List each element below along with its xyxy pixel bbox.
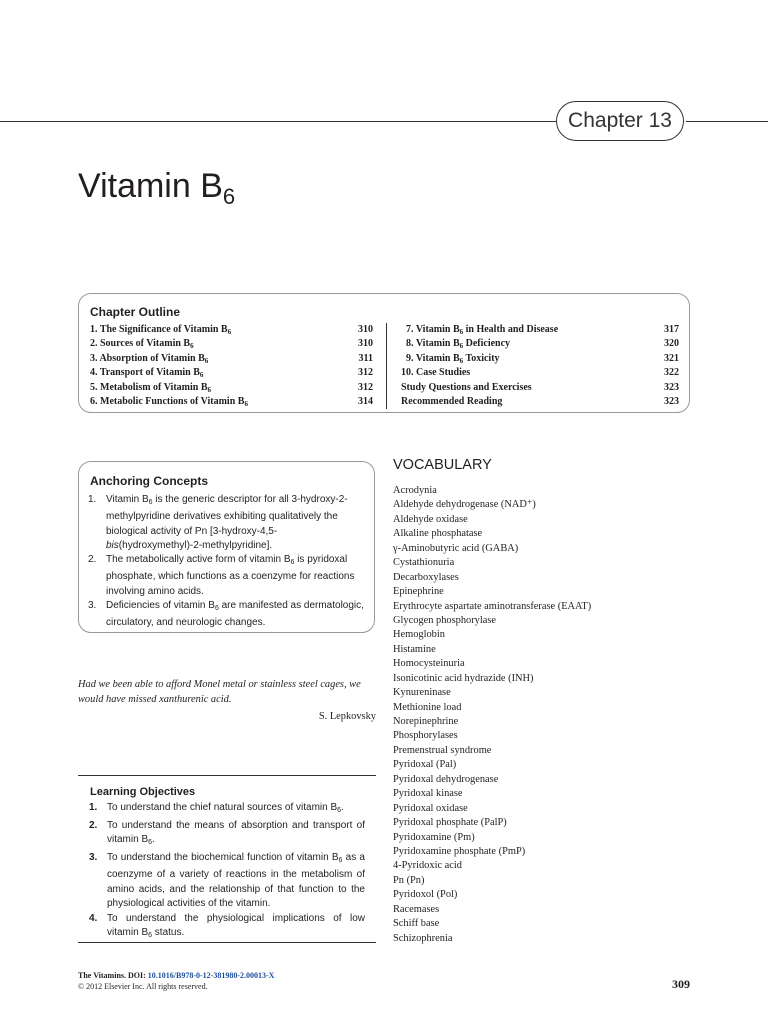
- outline-column-right: [401, 323, 679, 409]
- anchoring-text-part: are manifested as dermatologic, circulatory, and neurologic changes.: [106, 600, 364, 629]
- outline-item-subscript: 6: [204, 356, 209, 365]
- vocabulary-term: Pyridoxamine (Pm): [393, 831, 475, 843]
- anchoring-text-part: is the generic descriptor for all 3-hydroxy-2-methylpyridine derivatives exhibiting qualitatively the biological activity of Pn [3-hydroxy-4,5-: [106, 494, 348, 537]
- vocabulary-term: Epinephrine: [393, 586, 444, 598]
- outline-item-label: [401, 337, 510, 351]
- anchoring-item-text: [106, 493, 370, 553]
- vocabulary-term: Glycogen phosphorylase: [393, 614, 497, 626]
- anchoring-item-number: 2.: [88, 554, 97, 566]
- outline-item-page: 323: [664, 395, 679, 407]
- vocabulary-term: Pyridoxal oxidase: [393, 802, 468, 814]
- anchoring-text-part: Vitamin B: [106, 494, 149, 505]
- anchoring-item: [88, 599, 370, 631]
- outline-item-text: 1. The Significance of Vitamin B: [90, 324, 228, 335]
- objective-subscript: 6: [338, 856, 343, 864]
- outline-item: [90, 381, 373, 395]
- vocabulary-term: Hemoglobin: [393, 629, 445, 641]
- outline-item-text: 7. Vitamin B: [401, 324, 460, 335]
- chapter-label: Chapter 13: [556, 101, 684, 141]
- outline-item-subscript: 6: [190, 342, 194, 351]
- chapter-rule-left: [0, 121, 556, 122]
- anchoring-italic: bis: [106, 539, 119, 551]
- anchoring-item-number: 1.: [88, 494, 97, 505]
- objective-text-part: status.: [152, 927, 185, 938]
- vocabulary-term: γ-Aminobutyric acid (GABA): [393, 542, 519, 554]
- anchoring-text-part: The metabolically active form of vitamin B: [106, 554, 291, 566]
- outline-item-text: 3. Absorption of Vitamin B: [90, 352, 205, 364]
- page-footer: [78, 970, 274, 992]
- anchoring-subscript: 6: [148, 499, 153, 506]
- outline-item: [401, 323, 679, 337]
- outline-item: [401, 337, 679, 351]
- vocabulary-term: Norepinephrine: [393, 716, 459, 727]
- outline-item-label: [401, 395, 502, 409]
- anchoring-text-part: Deficiencies of vitamin B: [106, 600, 215, 612]
- vocabulary-term: 4-Pyridoxic acid: [393, 860, 462, 872]
- anchoring-item-number: 3.: [88, 600, 97, 612]
- vocabulary-term: Phosphorylases: [393, 730, 458, 742]
- outline-item: [90, 352, 373, 366]
- objective-text-part: To understand the means of absorption and transport of vitamin B: [107, 819, 365, 845]
- objective-text-part: To understand the chief natural sources of vitamin B: [107, 802, 338, 813]
- outline-item: [401, 366, 679, 380]
- objective-subscript: 6: [337, 807, 342, 814]
- outline-item-label: [401, 366, 470, 380]
- objective-text: [107, 819, 365, 851]
- vocabulary-term: Racemases: [393, 903, 440, 915]
- outline-item-page: 317: [664, 324, 679, 335]
- outline-item-page: 320: [664, 338, 679, 350]
- vocabulary-term: Alkaline phosphatase: [393, 528, 483, 540]
- outline-item-page: 310: [358, 338, 373, 350]
- outline-item-label: [90, 352, 208, 366]
- vocabulary-term: Pyridoxamine phosphate (PmP): [393, 845, 526, 857]
- objective-number: 2.: [89, 819, 98, 831]
- objective-text: [107, 851, 365, 912]
- outline-item: [90, 366, 373, 380]
- outline-item-label: [401, 381, 532, 395]
- objectives-list: [89, 801, 365, 944]
- title-subscript: 6: [222, 184, 236, 209]
- outline-item: [90, 337, 373, 351]
- outline-item-page: 323: [664, 381, 679, 393]
- objective-item: [89, 912, 365, 944]
- outline-item-text: 9. Vitamin B: [401, 352, 460, 364]
- vocabulary-term: Aldehyde dehydrogenase (NAD⁺): [393, 499, 536, 511]
- objective-text-part: To understand the physiological implications of low vitamin B: [107, 912, 365, 938]
- outline-item-label: [90, 323, 231, 337]
- outline-item-page: 322: [664, 367, 679, 379]
- copyright: © 2012 Elsevier Inc. All rights reserved.: [78, 982, 208, 991]
- vocabulary-term: Acrodynia: [393, 485, 437, 496]
- outline-item: [90, 323, 373, 337]
- objective-text-part: To understand the biochemical function of vitamin B: [107, 851, 339, 863]
- vocabulary-term: Pyridoxol (Pol): [393, 889, 458, 901]
- objective-number: 3.: [89, 851, 98, 863]
- outline-item-subscript: 6: [459, 356, 464, 365]
- outline-item-text-end: in Health and Disease: [463, 324, 559, 335]
- outline-item-text: 2. Sources of Vitamin B: [90, 338, 191, 350]
- objective-item: [89, 851, 365, 912]
- vocabulary-term: Histamine: [393, 643, 436, 655]
- vocabulary-term: Decarboxylases: [393, 571, 459, 583]
- vocabulary-term: Isonicotinic acid hydrazide (INH): [393, 672, 534, 684]
- vocabulary-term: Pn (Pn): [393, 874, 425, 886]
- vocabulary-term: Homocysteinuria: [393, 658, 465, 670]
- outline-divider: [386, 323, 387, 409]
- vocabulary-term: Pyridoxal dehydrogenase: [393, 773, 499, 785]
- outline-item-label: [90, 395, 248, 409]
- outline-item-subscript: 6: [244, 399, 248, 408]
- outline-item-subscript: 6: [207, 385, 211, 394]
- outline-item: [401, 381, 679, 395]
- outline-item-text: 8. Vitamin B: [401, 338, 460, 350]
- outline-item-label: [401, 323, 558, 337]
- objective-number: 1.: [89, 802, 98, 813]
- anchoring-item: [88, 553, 370, 599]
- page-number: 309: [672, 977, 690, 991]
- outline-column-left: [90, 323, 373, 409]
- outline-item-label: [90, 381, 211, 395]
- anchoring-subscript: 6: [290, 559, 295, 567]
- outline-item-text-end: Deficiency: [463, 338, 511, 350]
- vocabulary-term: Aldehyde oxidase: [393, 513, 468, 525]
- vocabulary-title: VOCABULARY: [393, 457, 492, 473]
- doi-link[interactable]: 10.1016/B978-0-12-381980-2.00013-X: [147, 971, 275, 980]
- anchoring-text-part: (hydroxymethyl)-2-methylpyridine].: [118, 539, 273, 551]
- outline-item-subscript: 6: [459, 328, 464, 336]
- objective-text: [107, 801, 365, 819]
- anchoring-list: [88, 493, 370, 631]
- epigraph-quote: Had we been able to afford Monel metal or stainless steel cages, we would have missed xanthurenic acid.: [78, 679, 361, 705]
- objective-item: [89, 819, 365, 851]
- vocabulary-term: Pyridoxal kinase: [393, 788, 463, 800]
- vocabulary-term: Pyridoxal phosphate (PalP): [393, 817, 507, 829]
- page-title: [78, 167, 235, 210]
- objectives-rule-top: [78, 775, 376, 776]
- vocabulary-term: Cystathionuria: [393, 557, 455, 569]
- outline-item-text: 10. Case Studies: [401, 367, 471, 379]
- outline-item-subscript: 6: [459, 342, 464, 351]
- outline-item-subscript: 6: [227, 328, 232, 336]
- objective-item: [89, 801, 365, 819]
- anchoring-text-part: is pyridoxal phosphate, which functions as a coenzyme for reactions involving amino acids.: [106, 554, 355, 597]
- vocabulary-term: Schizophrenia: [393, 932, 453, 944]
- epigraph-author: S. Lepkovsky: [318, 711, 376, 722]
- anchoring-subscript: 6: [214, 605, 219, 613]
- chapter-outline: [78, 293, 690, 413]
- anchoring-title: Anchoring Concepts: [90, 474, 209, 488]
- outline-item-text: 4. Transport of Vitamin B: [90, 367, 200, 379]
- outline-item-page: 312: [358, 381, 373, 393]
- outline-item: [401, 352, 679, 366]
- vocabulary-term: Premenstrual syndrome: [393, 744, 492, 756]
- objective-subscript: 6: [148, 932, 153, 939]
- outline-item-page: 310: [358, 324, 373, 335]
- outline-item-subscript: 6: [199, 371, 204, 380]
- doi-label: The Vitamins. DOI:: [78, 971, 148, 980]
- outline-item-page: 321: [664, 352, 679, 364]
- title-text: Vitamin B: [78, 167, 223, 205]
- objectives-rule-bottom: [78, 942, 376, 943]
- anchoring-item-text: [106, 599, 370, 631]
- outline-item-text-end: Toxicity: [463, 352, 500, 364]
- anchoring-concepts: [78, 461, 375, 633]
- outline-item-text: Recommended Reading: [401, 395, 503, 407]
- outline-item-text: 5. Metabolism of Vitamin B: [90, 381, 208, 393]
- outline-item-label: [401, 352, 500, 366]
- vocabulary-term: Methionine load: [393, 701, 462, 713]
- chapter-rule-right: [686, 121, 768, 122]
- objective-text: [107, 912, 365, 944]
- outline-item: [401, 395, 679, 409]
- outline-item: [90, 395, 373, 409]
- vocabulary-term: Kynureninase: [393, 687, 451, 699]
- objective-text-part: .: [341, 802, 344, 813]
- anchoring-item: [88, 493, 370, 553]
- objective-subscript: 6: [148, 839, 153, 846]
- objective-number: 4.: [89, 912, 98, 924]
- vocabulary-term: Erythrocyte aspartate aminotransferase (EAAT): [393, 600, 592, 612]
- outline-item-page: 311: [358, 352, 373, 364]
- outline-item-text: 6. Metabolic Functions of Vitamin B: [90, 395, 245, 407]
- vocabulary-list: [393, 484, 591, 946]
- outline-item-text: Study Questions and Exercises: [401, 381, 532, 393]
- outline-item-page: 312: [358, 367, 373, 379]
- outline-title: Chapter Outline: [90, 305, 181, 319]
- outline-item-page: 314: [358, 395, 373, 407]
- outline-item-label: [90, 366, 203, 380]
- vocabulary-term: Schiff base: [393, 918, 440, 930]
- outline-item-label: [90, 337, 194, 351]
- objective-text-part: .: [152, 834, 155, 845]
- anchoring-item-text: [106, 553, 370, 599]
- objectives-title: Learning Objectives: [90, 786, 196, 798]
- objective-text-part: as a coenzyme of a variety of reactions in the metabolism of amino acids, and the relationship of that function to the physiological activities of the vitamin.: [107, 851, 365, 909]
- vocabulary-term: Pyridoxal (Pal): [393, 759, 457, 771]
